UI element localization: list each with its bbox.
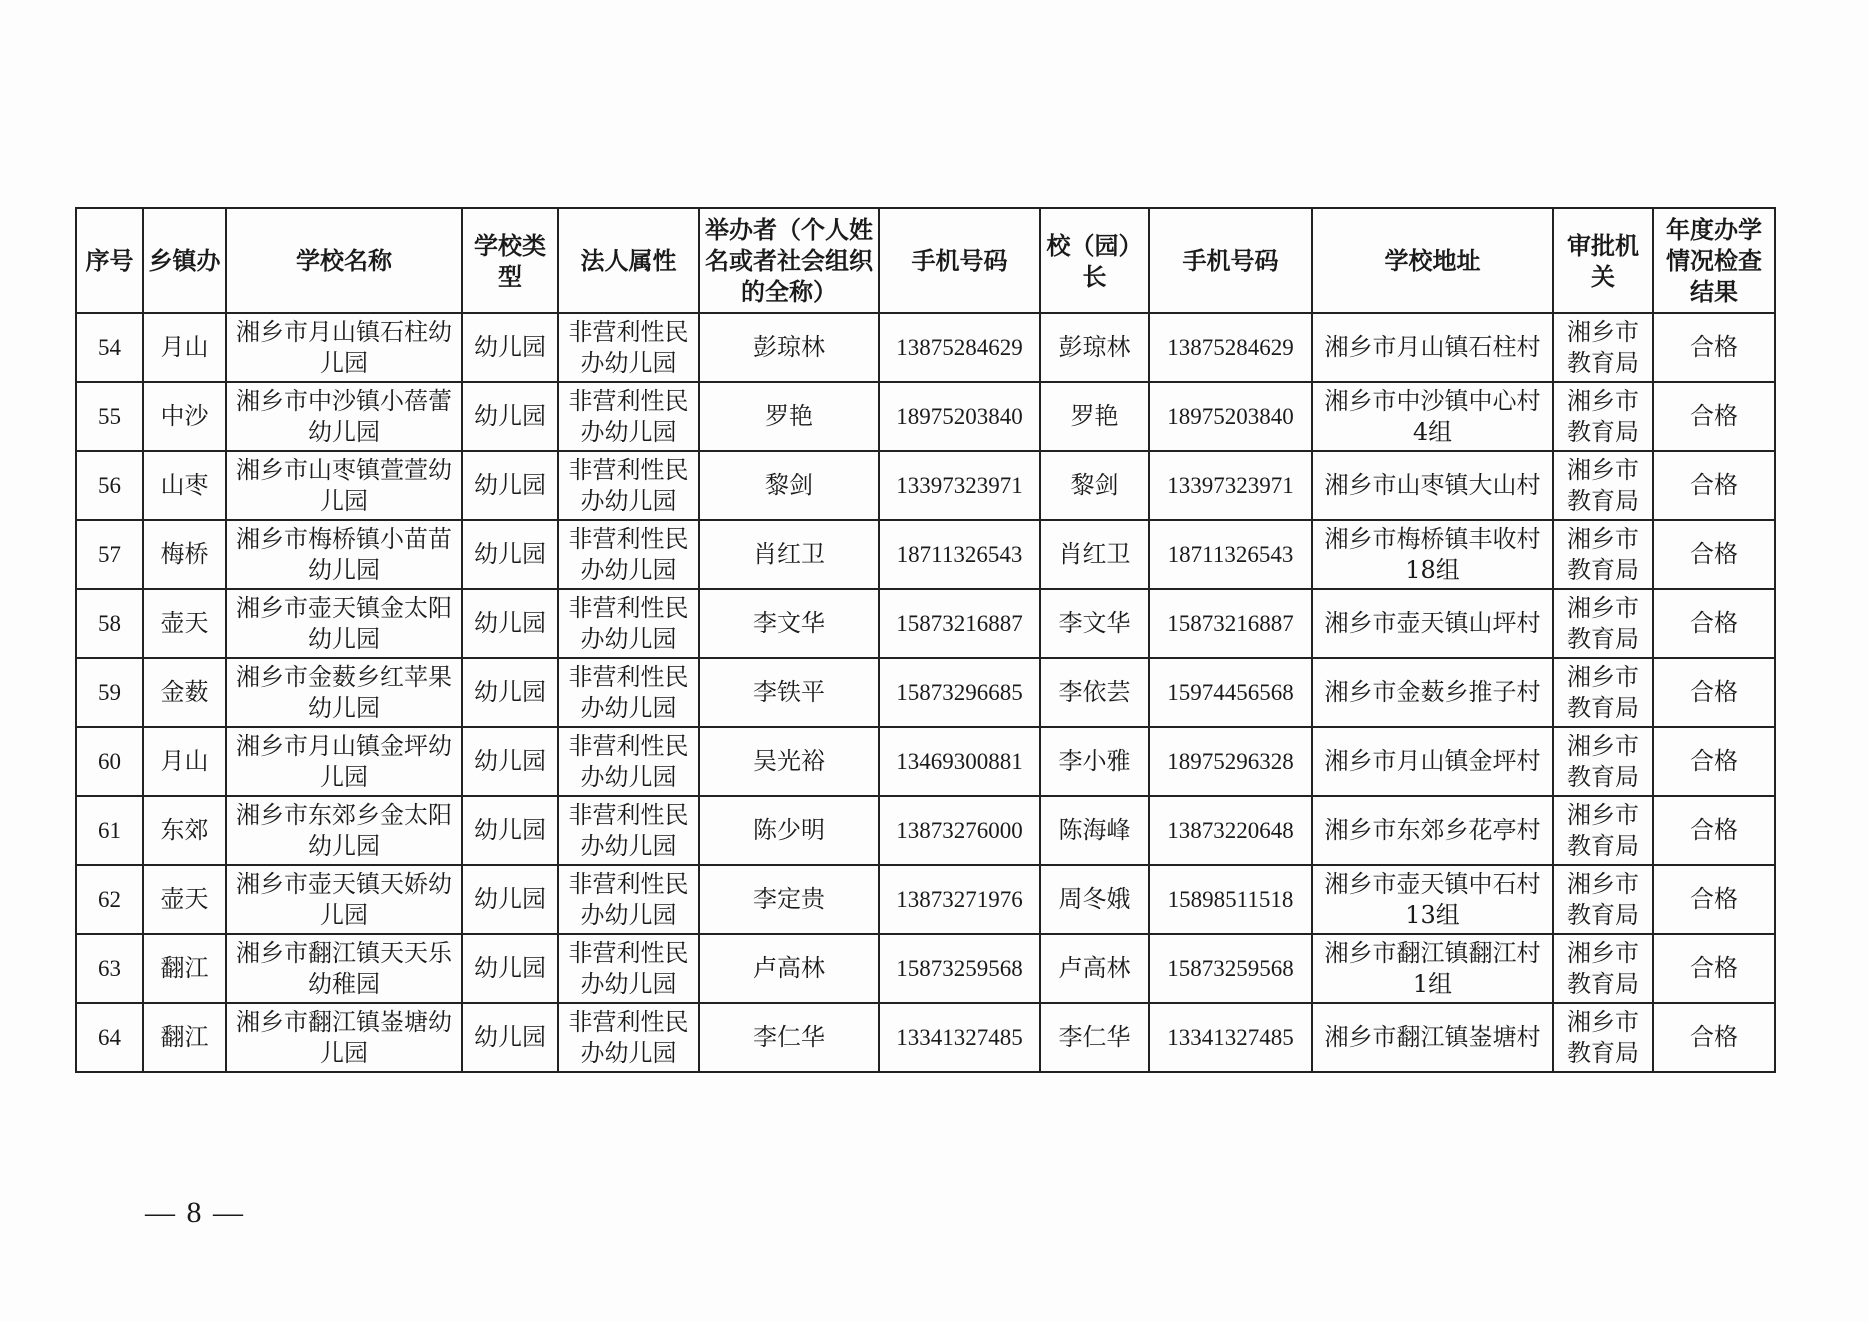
approval-authority-cell: 湘乡市教育局 [1553,796,1653,865]
organizer-cell: 李仁华 [699,1003,879,1072]
school-address-cell: 湘乡市梅桥镇丰收村18组 [1312,520,1553,589]
legal-status-cell: 非营利性民办幼儿园 [558,520,699,589]
principal-cell: 周冬娥 [1040,865,1149,934]
table-row [76,727,1775,796]
table-row [76,451,1775,520]
organizer-phone-cell: 13873276000 [879,796,1040,865]
legal-status-cell: 非营利性民办幼儿园 [558,451,699,520]
approval-authority-cell: 湘乡市教育局 [1553,727,1653,796]
serial-number-cell: 59 [76,658,143,727]
approval-authority-cell: 湘乡市教育局 [1553,934,1653,1003]
header-cell: 审批机关 [1553,208,1653,313]
school-type-cell: 幼儿园 [462,520,558,589]
serial-number-cell: 63 [76,934,143,1003]
school-address-cell: 湘乡市翻江镇崟塘村 [1312,1003,1553,1072]
school-type-cell: 幼儿园 [462,796,558,865]
table-row [76,589,1775,658]
organizer-cell: 彭琼林 [699,313,879,382]
principal-cell: 李依芸 [1040,658,1149,727]
header-cell: 校（园）长 [1040,208,1149,313]
organizer-phone-cell: 15873216887 [879,589,1040,658]
school-address-cell: 湘乡市东郊乡花亭村 [1312,796,1553,865]
legal-status-cell: 非营利性民办幼儿园 [558,589,699,658]
table-row [76,865,1775,934]
school-name-cell: 湘乡市东郊乡金太阳幼儿园 [226,796,462,865]
inspection-result-cell: 合格 [1653,1003,1775,1072]
organizer-phone-cell: 15873296685 [879,658,1040,727]
table-row [76,658,1775,727]
organizer-phone-cell: 13341327485 [879,1003,1040,1072]
principal-cell: 罗艳 [1040,382,1149,451]
organizer-cell: 吴光裕 [699,727,879,796]
school-name-cell: 湘乡市金薮乡红苹果幼儿园 [226,658,462,727]
approval-authority-cell: 湘乡市教育局 [1553,382,1653,451]
school-name-cell: 湘乡市梅桥镇小苗苗幼儿园 [226,520,462,589]
school-name-cell: 湘乡市月山镇金坪幼儿园 [226,727,462,796]
inspection-result-cell: 合格 [1653,796,1775,865]
organizer-cell: 卢高林 [699,934,879,1003]
school-address-cell: 湘乡市壶天镇中石村13组 [1312,865,1553,934]
township-cell: 东郊 [143,796,226,865]
organizer-cell: 李文华 [699,589,879,658]
header-cell: 举办者（个人姓名或者社会组织的全称） [699,208,879,313]
principal-phone-cell: 13397323971 [1149,451,1312,520]
school-name-cell: 湘乡市中沙镇小蓓蕾幼儿园 [226,382,462,451]
school-type-cell: 幼儿园 [462,865,558,934]
principal-cell: 李文华 [1040,589,1149,658]
approval-authority-cell: 湘乡市教育局 [1553,1003,1653,1072]
principal-phone-cell: 18711326543 [1149,520,1312,589]
table-row [76,934,1775,1003]
school-type-cell: 幼儿园 [462,451,558,520]
page-number: — 8 — [145,1196,245,1229]
principal-cell: 陈海峰 [1040,796,1149,865]
principal-cell: 肖红卫 [1040,520,1149,589]
inspection-result-cell: 合格 [1653,520,1775,589]
approval-authority-cell: 湘乡市教育局 [1553,313,1653,382]
approval-authority-cell: 湘乡市教育局 [1553,658,1653,727]
header-cell: 乡镇办 [143,208,226,313]
township-cell: 壶天 [143,589,226,658]
legal-status-cell: 非营利性民办幼儿园 [558,658,699,727]
legal-status-cell: 非营利性民办幼儿园 [558,382,699,451]
inspection-result-cell: 合格 [1653,313,1775,382]
principal-phone-cell: 13875284629 [1149,313,1312,382]
inspection-result-cell: 合格 [1653,451,1775,520]
school-name-cell: 湘乡市山枣镇萱萱幼儿园 [226,451,462,520]
school-type-cell: 幼儿园 [462,658,558,727]
township-cell: 翻江 [143,934,226,1003]
serial-number-cell: 61 [76,796,143,865]
organizer-phone-cell: 15873259568 [879,934,1040,1003]
organizer-phone-cell: 18711326543 [879,520,1040,589]
principal-cell: 李仁华 [1040,1003,1149,1072]
school-address-cell: 湘乡市中沙镇中心村4组 [1312,382,1553,451]
header-cell: 学校类型 [462,208,558,313]
organizer-cell: 李定贵 [699,865,879,934]
serial-number-cell: 56 [76,451,143,520]
school-name-cell: 湘乡市翻江镇天天乐幼稚园 [226,934,462,1003]
principal-phone-cell: 15974456568 [1149,658,1312,727]
school-address-cell: 湘乡市月山镇石柱村 [1312,313,1553,382]
legal-status-cell: 非营利性民办幼儿园 [558,796,699,865]
school-type-cell: 幼儿园 [462,589,558,658]
inspection-result-cell: 合格 [1653,382,1775,451]
approval-authority-cell: 湘乡市教育局 [1553,520,1653,589]
table-body [76,313,1775,1072]
table-header-row [76,208,1775,313]
principal-cell: 彭琼林 [1040,313,1149,382]
school-address-cell: 湘乡市壶天镇山坪村 [1312,589,1553,658]
township-cell: 壶天 [143,865,226,934]
organizer-cell: 罗艳 [699,382,879,451]
serial-number-cell: 64 [76,1003,143,1072]
principal-phone-cell: 15873216887 [1149,589,1312,658]
school-address-cell: 湘乡市山枣镇大山村 [1312,451,1553,520]
township-cell: 山枣 [143,451,226,520]
serial-number-cell: 60 [76,727,143,796]
approval-authority-cell: 湘乡市教育局 [1553,589,1653,658]
organizer-cell: 陈少明 [699,796,879,865]
header-cell: 学校名称 [226,208,462,313]
serial-number-cell: 58 [76,589,143,658]
serial-number-cell: 57 [76,520,143,589]
school-type-cell: 幼儿园 [462,1003,558,1072]
school-type-cell: 幼儿园 [462,382,558,451]
organizer-phone-cell: 13397323971 [879,451,1040,520]
legal-status-cell: 非营利性民办幼儿园 [558,865,699,934]
township-cell: 月山 [143,313,226,382]
legal-status-cell: 非营利性民办幼儿园 [558,727,699,796]
serial-number-cell: 55 [76,382,143,451]
approval-authority-cell: 湘乡市教育局 [1553,865,1653,934]
township-cell: 翻江 [143,1003,226,1072]
principal-cell: 黎剑 [1040,451,1149,520]
approval-authority-cell: 湘乡市教育局 [1553,451,1653,520]
organizer-phone-cell: 18975203840 [879,382,1040,451]
header-cell: 手机号码 [879,208,1040,313]
principal-phone-cell: 13341327485 [1149,1003,1312,1072]
organizer-phone-cell: 13469300881 [879,727,1040,796]
inspection-result-cell: 合格 [1653,589,1775,658]
header-cell: 年度办学情况检查结果 [1653,208,1775,313]
table-row [76,520,1775,589]
legal-status-cell: 非营利性民办幼儿园 [558,313,699,382]
principal-cell: 李小雅 [1040,727,1149,796]
principal-phone-cell: 18975296328 [1149,727,1312,796]
header-cell: 序号 [76,208,143,313]
township-cell: 月山 [143,727,226,796]
inspection-result-cell: 合格 [1653,934,1775,1003]
school-type-cell: 幼儿园 [462,313,558,382]
principal-phone-cell: 13873220648 [1149,796,1312,865]
table-row [76,1003,1775,1072]
school-name-cell: 湘乡市壶天镇金太阳幼儿园 [226,589,462,658]
serial-number-cell: 54 [76,313,143,382]
serial-number-cell: 62 [76,865,143,934]
school-address-cell: 湘乡市翻江镇翻江村1组 [1312,934,1553,1003]
legal-status-cell: 非营利性民办幼儿园 [558,934,699,1003]
organizer-phone-cell: 13873271976 [879,865,1040,934]
table-row [76,382,1775,451]
township-cell: 中沙 [143,382,226,451]
inspection-result-cell: 合格 [1653,727,1775,796]
table-row [76,313,1775,382]
school-address-cell: 湘乡市月山镇金坪村 [1312,727,1553,796]
principal-phone-cell: 15873259568 [1149,934,1312,1003]
organizer-cell: 李铁平 [699,658,879,727]
organizer-cell: 肖红卫 [699,520,879,589]
header-cell: 手机号码 [1149,208,1312,313]
legal-status-cell: 非营利性民办幼儿园 [558,1003,699,1072]
header-cell: 法人属性 [558,208,699,313]
school-name-cell: 湘乡市壶天镇天娇幼儿园 [226,865,462,934]
inspection-result-cell: 合格 [1653,658,1775,727]
township-cell: 金薮 [143,658,226,727]
header-cell: 学校地址 [1312,208,1553,313]
school-type-cell: 幼儿园 [462,727,558,796]
organizer-cell: 黎剑 [699,451,879,520]
township-cell: 梅桥 [143,520,226,589]
principal-phone-cell: 15898511518 [1149,865,1312,934]
school-address-cell: 湘乡市金薮乡推子村 [1312,658,1553,727]
school-type-cell: 幼儿园 [462,934,558,1003]
principal-cell: 卢高林 [1040,934,1149,1003]
inspection-result-cell: 合格 [1653,865,1775,934]
principal-phone-cell: 18975203840 [1149,382,1312,451]
table-row [76,796,1775,865]
school-name-cell: 湘乡市翻江镇崟塘幼儿园 [226,1003,462,1072]
organizer-phone-cell: 13875284629 [879,313,1040,382]
school-name-cell: 湘乡市月山镇石柱幼儿园 [226,313,462,382]
school-roster-table [75,207,1776,1073]
